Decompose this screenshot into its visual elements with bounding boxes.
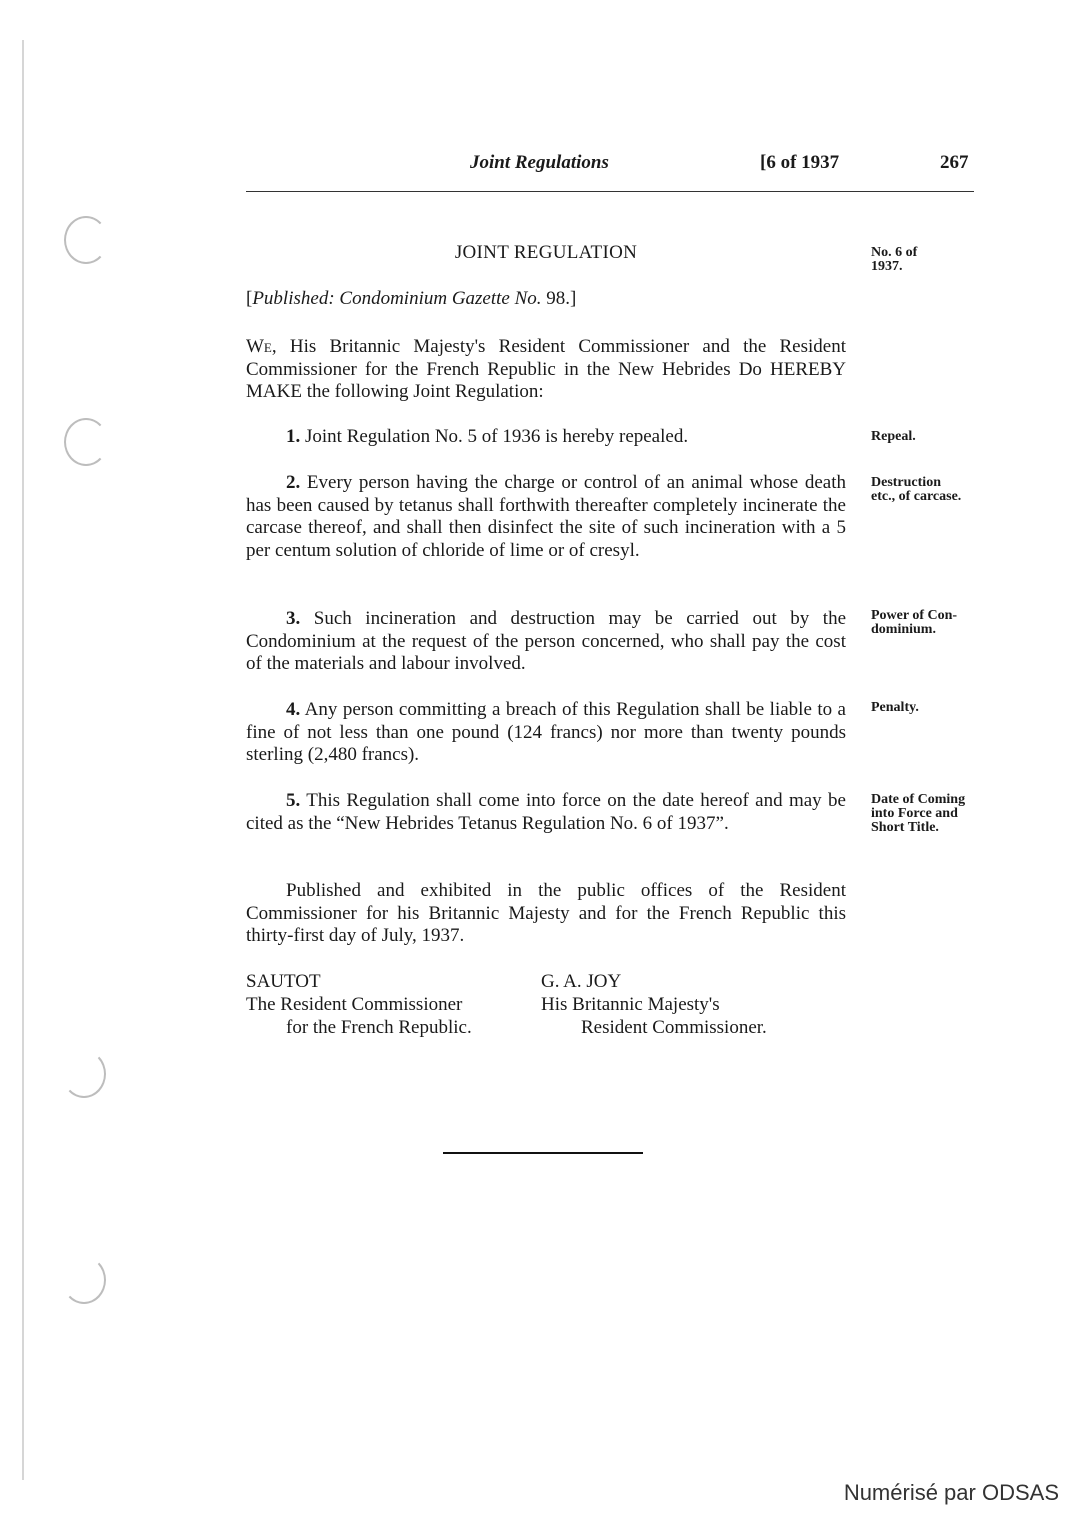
section-3	[246, 608, 846, 676]
signatory-title-1: The Resident Commissioner	[246, 994, 463, 1015]
running-header	[0, 152, 1073, 178]
signatory-title-2: Resident Commissioner.	[581, 1017, 767, 1038]
digitization-watermark: Numérisé par ODSAS	[843, 1480, 1059, 1505]
signature-british	[541, 970, 767, 1039]
section-text: Such incineration and destruction may be carried out by the Condominium at the request of the person concerned, who shall pay the cost of the materials and labour involved.	[246, 608, 847, 674]
margin-note-commencement: Date of Coming into Force and Short Title.	[871, 792, 966, 835]
section-text: Any person committing a breach of this Regulation shall be liable to a fine of not less than one pound (124 francs) nor more than twenty pounds sterling (2,480 francs).	[246, 699, 846, 765]
preamble	[246, 336, 846, 404]
binder-hole-3	[62, 1050, 106, 1098]
page-edge	[22, 40, 24, 1480]
published-prefix: [	[246, 288, 253, 309]
binder-hole-4	[62, 1256, 106, 1304]
margin-note-repeal: Repeal.	[871, 429, 916, 444]
closing-paragraph: Published and exhibited in the public offices of the Resident Commissioner for his Britannic Majesty and for the French Republic this thirty-first day of July, 1937.	[246, 880, 846, 946]
section-text: Joint Regulation No. 5 of 1936 is hereby repealed.	[305, 426, 689, 447]
header-title: Joint Regulations	[470, 152, 609, 173]
signatory-name: SAUTOT	[246, 971, 321, 992]
margin-note-destruction: Destruction etc., of carcase.	[871, 475, 962, 504]
document-heading: JOINT REGULATION	[454, 242, 638, 263]
section-text: Every person having the charge or control of an animal whose death has been caused by tetanus shall forthwith thereafter completely incinerate the carcase thereof, and shall then disinfect the site of such incineration with a 5 per centum solution of chloride of lime or of cresyl.	[246, 472, 847, 561]
preamble-we: We	[246, 336, 272, 357]
section-number: 1.	[286, 426, 301, 447]
margin-note-penalty: Penalty.	[871, 700, 919, 715]
section-2	[246, 472, 846, 562]
published-suffix: 98.]	[541, 288, 577, 309]
signatory-name: G. A. JOY	[541, 971, 622, 992]
signatory-title-1: His Britannic Majesty's	[541, 994, 720, 1015]
header-reference: [6 of 1937	[760, 152, 840, 173]
regulation-number-note: No. 6 of 1937.	[871, 245, 918, 274]
section-text: This Regulation shall come into force on the date hereof and may be cited as the “New Hebrides Tetanus Regulation No. 6 of 1937”.	[246, 790, 846, 834]
published-gazette: Published: Condominium Gazette No.	[252, 288, 542, 309]
section-4	[246, 699, 846, 767]
section-number: 5.	[286, 790, 301, 811]
section-number: 2.	[286, 472, 301, 493]
header-rule	[246, 191, 974, 192]
section-number: 4.	[286, 699, 301, 720]
binder-hole-1	[64, 216, 108, 264]
section-number: 3.	[286, 608, 301, 629]
page-number: 267	[940, 152, 969, 173]
published-line	[246, 288, 846, 311]
signatory-title-2: for the French Republic.	[286, 1017, 472, 1038]
section-1	[246, 426, 846, 449]
margin-note-power: Power of Con-dominium.	[871, 608, 958, 637]
signature-french	[246, 970, 472, 1039]
binder-hole-2	[64, 418, 108, 466]
end-rule	[443, 1152, 643, 1154]
section-5	[246, 790, 846, 835]
preamble-text: , His Britannic Majesty's Resident Commissioner and the Resident Commissioner for the French Republic in the New Hebrides Do HEREBY MAKE the following Joint Regulation:	[246, 336, 846, 402]
